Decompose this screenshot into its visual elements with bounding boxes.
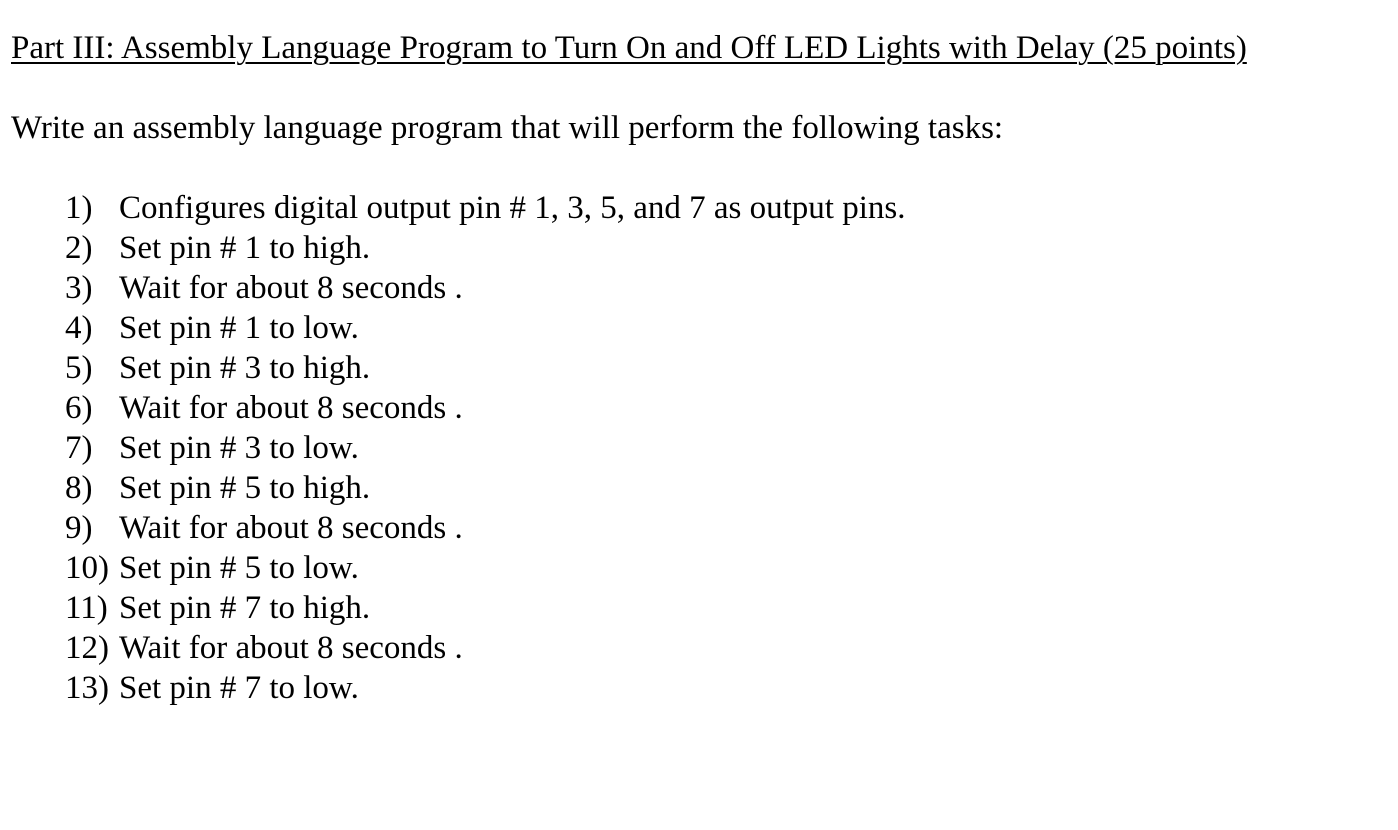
task-number: 11) <box>65 590 108 626</box>
task-number: 5) <box>65 350 93 386</box>
document-page <box>11 28 1381 708</box>
task-number: 7) <box>65 430 93 466</box>
task-number: 2) <box>65 230 93 266</box>
list-item <box>65 188 1381 228</box>
list-item <box>65 308 1381 348</box>
task-text: Set pin # 3 to high. <box>119 350 371 386</box>
list-item <box>65 348 1381 388</box>
task-list <box>11 188 1381 708</box>
section-heading: Part III: Assembly Language Program to Turn On and Off LED Lights with Delay (25 points) <box>11 30 1247 66</box>
list-item <box>65 428 1381 468</box>
list-item <box>65 588 1381 628</box>
task-text: Set pin # 3 to low. <box>119 430 359 466</box>
intro-paragraph: Write an assembly language program that will perform the following tasks: <box>11 110 1004 146</box>
task-text: Set pin # 1 to low. <box>119 310 359 346</box>
task-text: Set pin # 7 to low. <box>119 670 359 706</box>
task-number: 10) <box>65 550 109 586</box>
list-item <box>65 468 1381 508</box>
list-item <box>65 228 1381 268</box>
list-item <box>65 548 1381 588</box>
task-text: Wait for about 8 seconds . <box>119 390 463 426</box>
task-number: 8) <box>65 470 93 506</box>
task-text: Configures digital output pin # 1, 3, 5, and 7 as output pins. <box>119 190 906 226</box>
task-text: Set pin # 1 to high. <box>119 230 371 266</box>
task-text: Set pin # 5 to low. <box>119 550 359 586</box>
task-text: Set pin # 5 to high. <box>119 470 371 506</box>
task-text: Set pin # 7 to high. <box>119 590 371 626</box>
task-text: Wait for about 8 seconds . <box>119 510 463 546</box>
task-number: 12) <box>65 630 109 666</box>
task-number: 1) <box>65 190 93 226</box>
list-item <box>65 628 1381 668</box>
list-item <box>65 668 1381 708</box>
task-text: Wait for about 8 seconds . <box>119 630 463 666</box>
task-number: 6) <box>65 390 93 426</box>
task-number: 13) <box>65 670 109 706</box>
list-item <box>65 508 1381 548</box>
task-number: 4) <box>65 310 93 346</box>
list-item <box>65 388 1381 428</box>
task-text: Wait for about 8 seconds . <box>119 270 463 306</box>
task-number: 9) <box>65 510 93 546</box>
task-number: 3) <box>65 270 93 306</box>
list-item <box>65 268 1381 308</box>
